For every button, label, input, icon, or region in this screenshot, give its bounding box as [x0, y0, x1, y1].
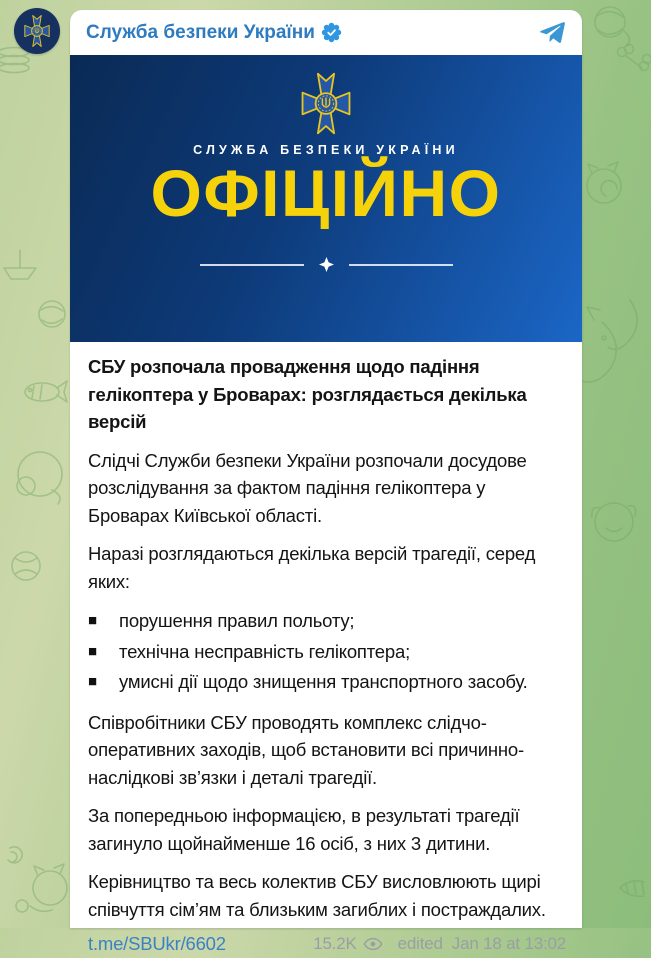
hero-divider [200, 257, 453, 272]
post-paragraph: Наразі розглядаються декілька версій трагедії, серед яких: [88, 540, 566, 595]
doodle-yarn-left [39, 301, 65, 327]
sbu-avatar-emblem-icon [22, 14, 52, 48]
doodle-dog [592, 503, 636, 541]
telegram-share-icon[interactable] [536, 16, 569, 49]
cross-divider-icon [319, 257, 334, 272]
post-meta [313, 930, 566, 958]
doodle-ball [12, 552, 40, 580]
doodle-fox [574, 300, 637, 382]
doodle-fishbone [620, 881, 644, 896]
channel-name[interactable]: Служба безпеки України [86, 22, 315, 44]
channel-avatar[interactable] [14, 8, 60, 54]
bullet-square-icon: ■ [88, 667, 119, 698]
post-paragraph: За попередньою інформацією, в результаті трагедії загинуло щойнайменше 16 осіб, з них 3 дитини. [88, 802, 566, 857]
doodle-fish [25, 381, 67, 402]
edited-label: edited [398, 930, 443, 958]
list-item [88, 667, 566, 698]
post-paragraph: Керівництво та весь колектив СБУ висловлюють щирі співчуття сім’ям та близьким загиблих і постраждалих. [88, 868, 566, 923]
bullet-text: умисні дії щодо знищення транспортного засобу. [119, 667, 528, 698]
views-count: 15.2K [313, 930, 356, 958]
doodle-yarn-ball [595, 7, 629, 46]
doodle-pancakes [0, 48, 29, 73]
divider-line-left [200, 264, 304, 266]
sbu-emblem-icon [297, 71, 355, 136]
bullet-square-icon: ■ [88, 637, 119, 668]
doodle-bone [618, 45, 651, 71]
org-label: СЛУЖБА БЕЗПЕКИ УКРАЇНИ [193, 143, 459, 157]
post-link[interactable]: t.me/SBUkr/6602 [88, 930, 226, 958]
eye-views-icon [363, 937, 383, 951]
post-paragraph: Співробітники СБУ проводять комплекс слідчо-оперативних заходів, щоб встановити всі причинно-наслідкові зв’язки і деталі трагедії. [88, 709, 566, 792]
doodle-cat-playing [16, 864, 67, 912]
bullet-square-icon: ■ [88, 606, 119, 637]
doodle-sleeping-cat [17, 452, 62, 504]
official-headline: ОФІЦІЙНО [151, 158, 502, 229]
bullet-text: порушення правил польоту; [119, 606, 354, 637]
verified-badge-icon [322, 23, 341, 42]
timestamp: Jan 18 at 13:02 [452, 930, 566, 958]
bullet-text: технічна несправність гелікоптера; [119, 637, 410, 668]
list-item [88, 606, 566, 637]
versions-list [88, 606, 566, 698]
post-footer [88, 930, 566, 958]
list-item [88, 637, 566, 668]
post-paragraph: Слідчі Служби безпеки України розпочали досудове розслідування за фактом падіння гелікоптера у Броварах Київської області. [88, 447, 566, 530]
post-header [70, 10, 582, 55]
message-bubble [70, 10, 582, 928]
doodle-paper-boat [4, 250, 36, 279]
post-text [70, 342, 582, 958]
doodle-spiral [8, 847, 22, 863]
post-image[interactable] [70, 55, 582, 342]
post-title: СБУ розпочала провадження щодо падіння гелікоптера у Броварах: розглядається декілька версій [88, 353, 566, 436]
divider-line-right [349, 264, 453, 266]
doodle-cat-head [587, 162, 621, 203]
